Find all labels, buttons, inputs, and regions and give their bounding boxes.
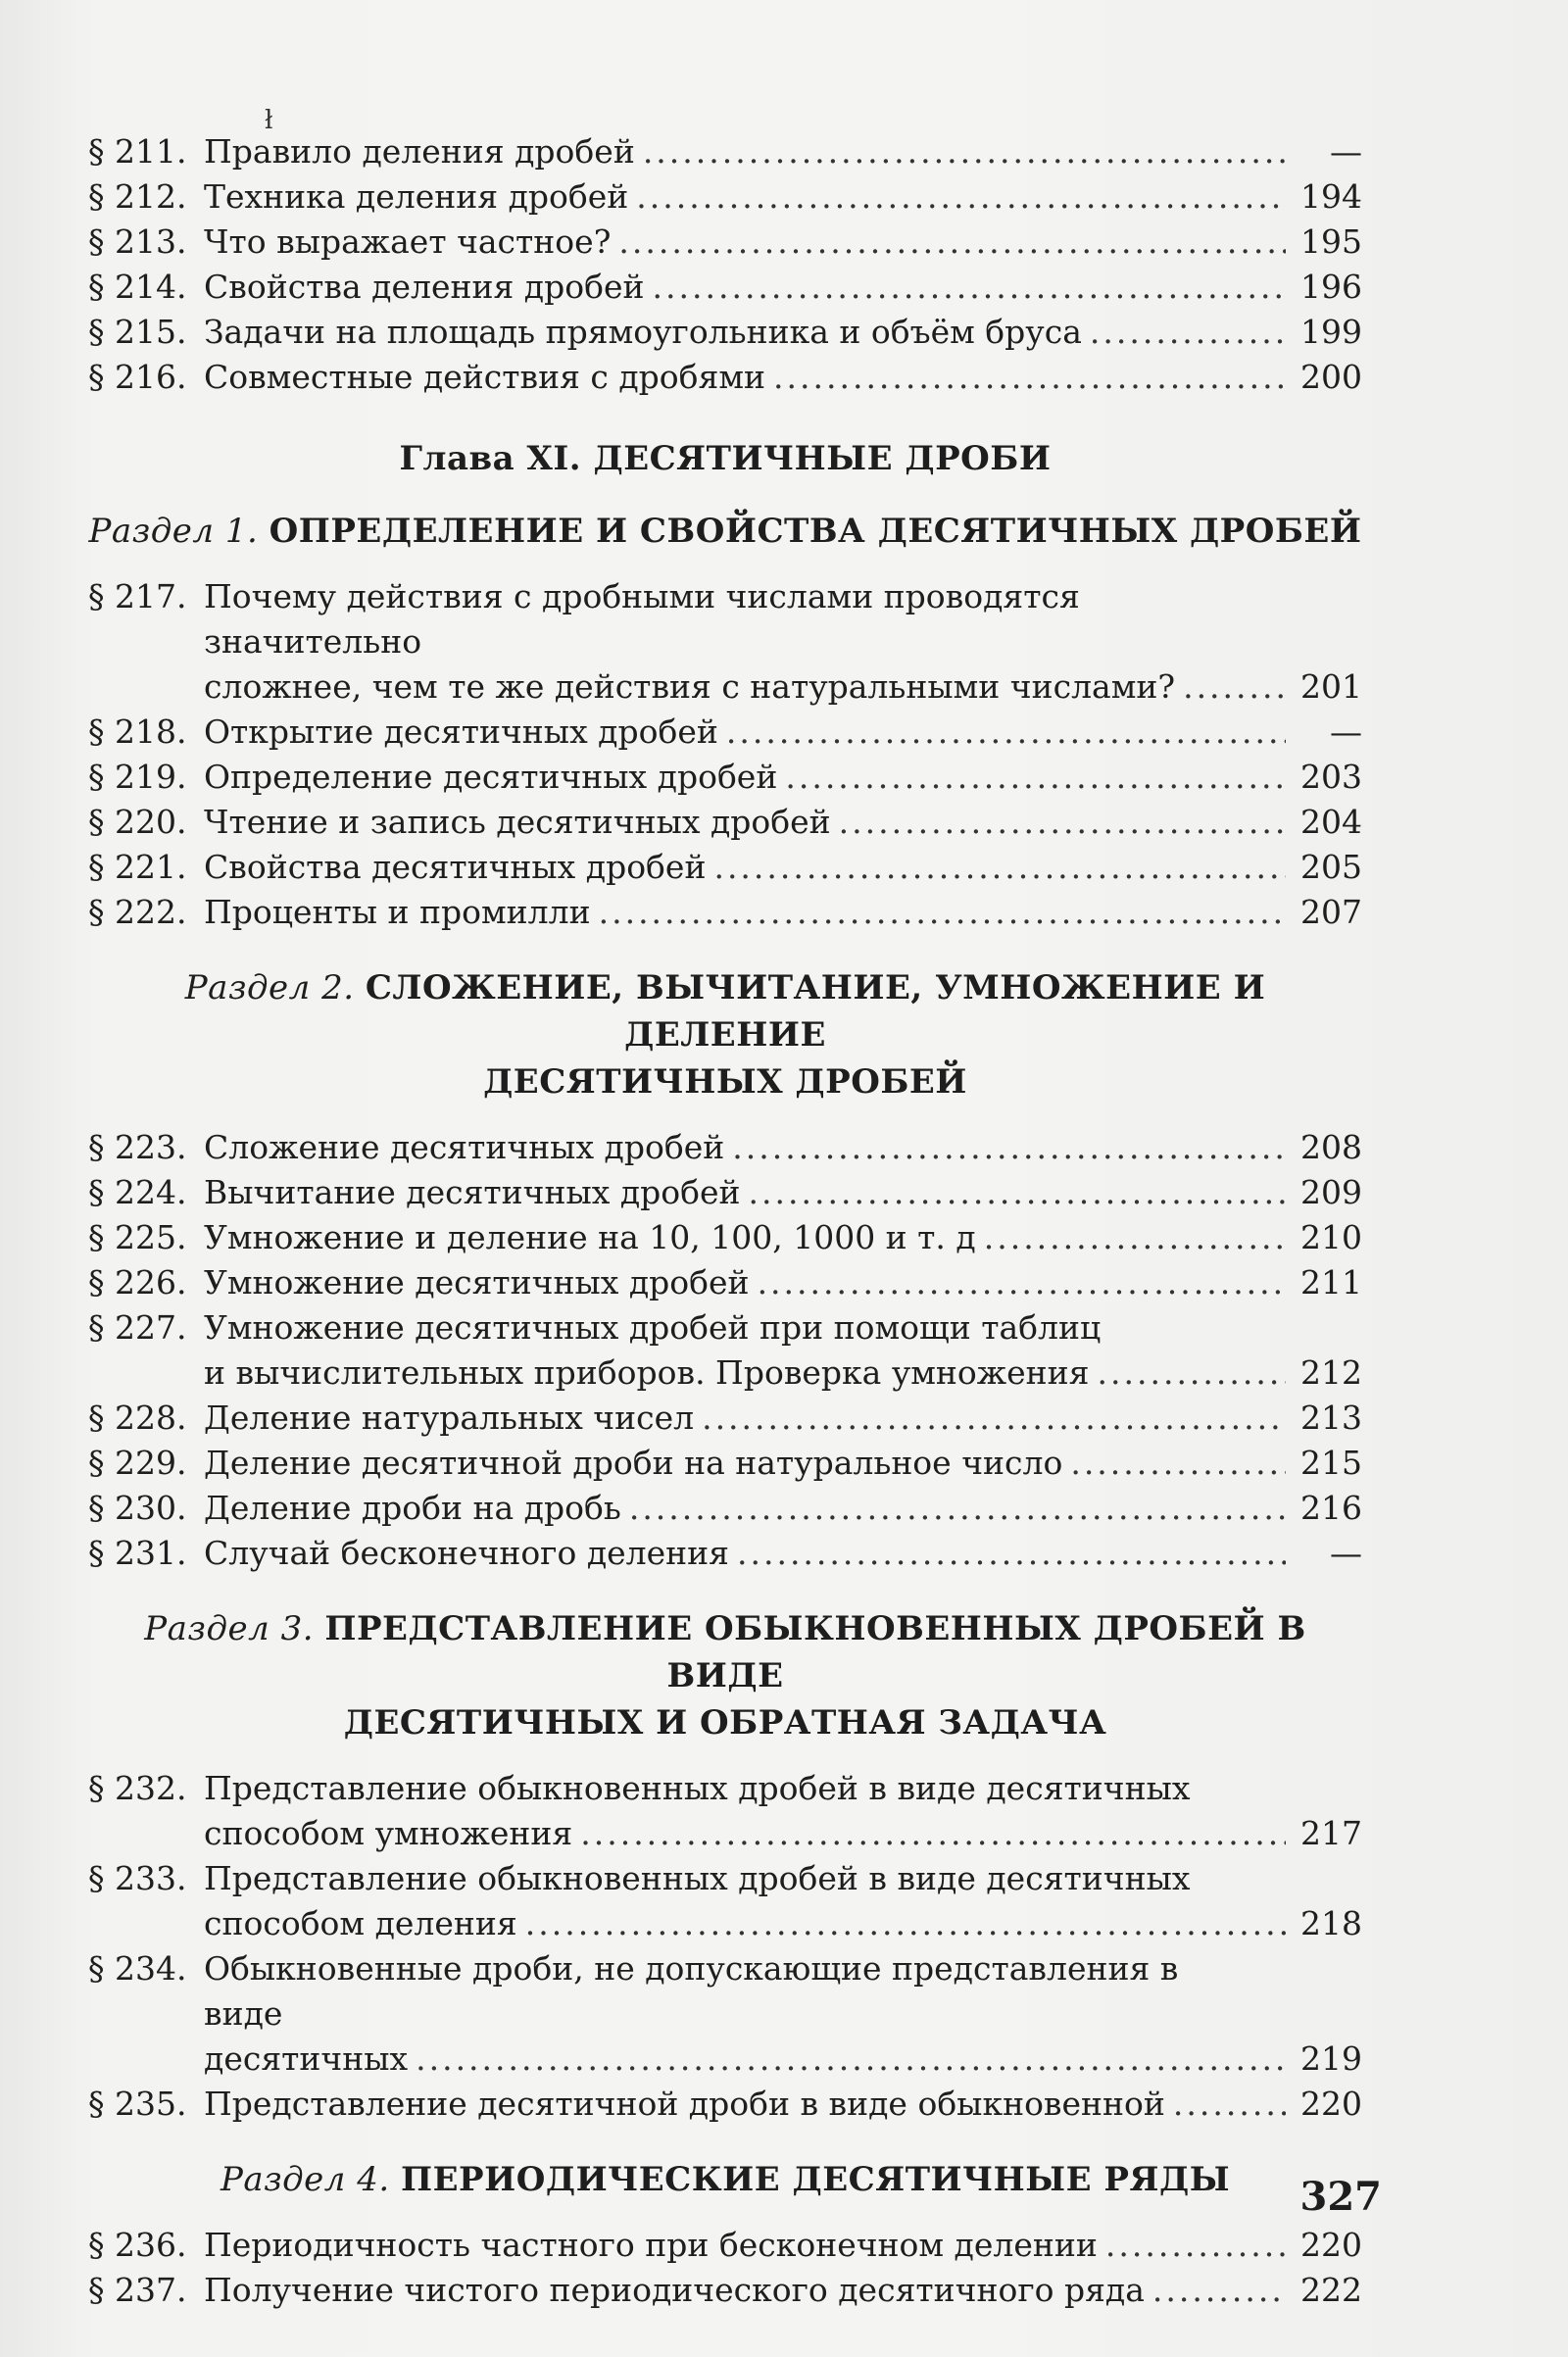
entry-number: § 236. [88,2226,187,2264]
entry-number: § 237. [88,2271,187,2309]
leader-dots [732,1125,1286,1170]
entry-page: 205 [1300,848,1362,886]
leader-dots [702,1396,1286,1441]
toc-entry-223 [88,1125,1362,1170]
entry-number: § 221. [88,848,187,886]
toc-entry-226 [88,1260,1362,1305]
entry-title: Проценты и промилли [204,893,591,931]
entry-page: 209 [1300,1173,1362,1211]
entry-page: 217 [1300,1814,1362,1852]
toc-group-c [88,1125,1362,1576]
entry-title: Представление десятичной дроби в виде обыкновенной [204,2085,1165,2123]
toc-entry-228 [88,1396,1362,1441]
entry-title: Почему действия с дробными числами проводятся значительно [204,577,1080,661]
leader-dots [618,220,1286,265]
section-title: СЛОЖЕНИЕ, ВЫЧИТАНИЕ, УМНОЖЕНИЕ И ДЕЛЕНИЕ [365,968,1266,1055]
toc-entry-229 [88,1441,1362,1486]
entry-title-cont: способом деления [204,1904,517,1942]
toc-entry-230 [88,1486,1362,1531]
toc-entry-225 [88,1215,1362,1260]
entry-page: 195 [1300,222,1362,261]
entry-number: § 212. [88,177,187,216]
leader-dots [643,129,1286,174]
leader-dots [653,265,1286,310]
entry-title: Представление обыкновенных дробей в виде десятичных [204,1859,1191,1897]
toc-entry-221 [88,845,1362,890]
entry-page: 222 [1300,2271,1362,2309]
entry-page: 204 [1300,803,1362,841]
entry-title: Вычитание десятичных дробей [204,1173,741,1211]
section-2-heading [88,964,1362,1105]
entry-page: 210 [1300,1218,1362,1256]
entry-number: § 222. [88,893,187,931]
entry-number: § 218. [88,712,187,751]
toc-entry-216 [88,355,1362,400]
entry-number: § 217. [88,577,187,615]
toc-entry-218 [88,710,1362,755]
entry-number: § 230. [88,1489,187,1527]
leader-dots [984,1215,1286,1260]
entry-title: Умножение десятичных дробей [204,1263,750,1301]
entry-page: 200 [1300,358,1362,396]
toc-entry-224 [88,1170,1362,1215]
leader-dots [785,755,1286,800]
entry-page: 207 [1300,893,1362,931]
entry-number: § 225. [88,1218,187,1256]
entry-title: Открытие десятичных дробей [204,712,718,751]
entry-number: § 226. [88,1263,187,1301]
section-label: Раздел 2. [184,968,355,1007]
entry-title: Умножение десятичных дробей при помощи таблиц [204,1308,1102,1347]
section-title: ОПРЕДЕЛЕНИЕ И СВОЙСТВА ДЕСЯТИЧНЫХ ДРОБЕЙ [269,512,1362,551]
entry-title: Сложение десятичных дробей [204,1128,725,1166]
toc-entry-213 [88,220,1362,265]
leader-dots [1152,2268,1286,2313]
table-of-contents [88,129,1362,2313]
leader-dots [636,174,1286,220]
toc-entry-236 [88,2223,1362,2268]
entry-page: 201 [1300,667,1362,706]
entry-page: 211 [1300,1263,1362,1301]
entry-page: 194 [1300,177,1362,216]
entry-number: § 211. [88,132,187,171]
entry-number: § 233. [88,1859,187,1897]
entry-number: § 224. [88,1173,187,1211]
entry-number: § 214. [88,268,187,306]
entry-page: 213 [1300,1399,1362,1437]
leader-dots [749,1170,1286,1215]
entry-page: 196 [1300,268,1362,306]
toc-entry-211 [88,129,1362,174]
entry-number: § 213. [88,222,187,261]
section-3-heading [88,1605,1362,1746]
pencil-mark: ł [265,106,273,135]
section-title-cont: ДЕСЯТИЧНЫХ И ОБРАТНАЯ ЗАДАЧА [343,1703,1107,1743]
leader-dots [1098,1350,1287,1396]
entry-title: Чтение и запись десятичных дробей [204,803,831,841]
toc-entry-220 [88,800,1362,845]
entry-page: — [1330,132,1362,171]
section-title: ПРЕДСТАВЛЕНИЕ ОБЫКНОВЕННЫХ ДРОБЕЙ В ВИДЕ [324,1609,1306,1695]
entry-page: 219 [1300,2039,1362,2078]
entry-page: — [1330,712,1362,751]
toc-entry-231 [88,1531,1362,1576]
entry-number: § 235. [88,2085,187,2123]
page-number: 327 [1299,2174,1382,2220]
entry-title: Умножение и деление на 10, 100, 1000 и т. д [204,1218,976,1256]
leader-dots [713,845,1286,890]
entry-title: Деление натуральных чисел [204,1399,695,1437]
entry-title-cont: и вычислительных приборов. Проверка умножения [204,1353,1090,1392]
entry-number: § 231. [88,1534,187,1572]
entry-title: Деление дроби на дробь [204,1489,621,1527]
leader-dots [580,1811,1286,1856]
section-label: Раздел 1. [88,512,259,551]
entry-title: Представление обыкновенных дробей в виде десятичных [204,1769,1191,1807]
entry-page: 212 [1300,1353,1362,1392]
toc-entry-232 [88,1766,1362,1856]
toc-entry-222 [88,890,1362,935]
entry-number: § 232. [88,1769,187,1807]
entry-number: § 229. [88,1444,187,1482]
leader-dots [773,355,1286,400]
leader-dots [1105,2223,1286,2268]
section-1-heading [88,508,1362,555]
entry-title: Правило деления дробей [204,132,635,171]
entry-number: § 215. [88,313,187,351]
entry-title: Свойства деления дробей [204,268,645,306]
entry-number: § 223. [88,1128,187,1166]
toc-entry-219 [88,755,1362,800]
leader-dots [416,2037,1286,2082]
toc-group-e [88,2223,1362,2313]
toc-group-a [88,129,1362,400]
entry-title-cont: сложнее, чем те же действия с натуральными числами? [204,667,1176,706]
section-title-cont: ДЕСЯТИЧНЫХ ДРОБЕЙ [483,1062,967,1102]
leader-dots [839,800,1286,845]
entry-page: 215 [1300,1444,1362,1482]
entry-title: Техника деления дробей [204,177,629,216]
entry-title: Задачи на площадь прямоугольника и объём бруса [204,313,1082,351]
entry-page: 208 [1300,1128,1362,1166]
entry-number: § 220. [88,803,187,841]
entry-title-cont: десятичных [204,2039,409,2078]
toc-entry-217 [88,574,1362,710]
leader-dots [1173,2082,1286,2127]
leader-dots [726,710,1286,755]
toc-entry-233 [88,1856,1362,1946]
entry-page: — [1330,1534,1362,1572]
toc-group-b [88,574,1362,935]
leader-dots [758,1260,1286,1305]
entry-page: 218 [1300,1904,1362,1942]
toc-entry-234 [88,1946,1362,2082]
entry-page: 220 [1300,2226,1362,2264]
leader-dots [629,1486,1286,1531]
entry-title: Периодичность частного при бесконечном делении [204,2226,1098,2264]
entry-title: Совместные действия с дробями [204,358,766,396]
entry-number: § 234. [88,1949,187,1988]
entry-title: Определение десятичных дробей [204,758,778,796]
toc-entry-227 [88,1305,1362,1396]
section-label: Раздел 4. [220,2160,390,2199]
leader-dots [599,890,1286,935]
toc-entry-215 [88,310,1362,355]
leader-dots [525,1901,1286,1946]
leader-dots [737,1531,1286,1576]
entry-title: Что выражает частное? [204,222,612,261]
entry-title: Деление десятичной дроби на натуральное число [204,1444,1063,1482]
entry-title: Обыкновенные дроби, не допускающие представления в виде [204,1949,1179,2033]
leader-dots [1183,664,1286,710]
section-4-heading [88,2156,1362,2203]
entry-number: § 227. [88,1308,187,1347]
entry-number: § 216. [88,358,187,396]
entry-number: § 219. [88,758,187,796]
entry-page: 199 [1300,313,1362,351]
toc-entry-212 [88,174,1362,220]
entry-page: 216 [1300,1489,1362,1527]
entry-title: Получение чистого периодического десятичного ряда [204,2271,1145,2309]
toc-entry-235 [88,2082,1362,2127]
entry-page: 220 [1300,2085,1362,2123]
entry-number: § 228. [88,1399,187,1437]
leader-dots [1070,1441,1286,1486]
entry-title: Случай бесконечного деления [204,1534,729,1572]
toc-group-d [88,1766,1362,2127]
entry-page: 203 [1300,758,1362,796]
entry-title-cont: способом умножения [204,1814,573,1852]
toc-entry-214 [88,265,1362,310]
section-title: ПЕРИОДИЧЕСКИЕ ДЕСЯТИЧНЫЕ РЯДЫ [401,2160,1231,2199]
section-label: Раздел 3. [144,1609,315,1648]
entry-title: Свойства десятичных дробей [204,848,707,886]
chapter-title: Глава XI. ДЕСЯТИЧНЫЕ ДРОБИ [399,439,1052,478]
toc-entry-237 [88,2268,1362,2313]
leader-dots [1090,310,1286,355]
